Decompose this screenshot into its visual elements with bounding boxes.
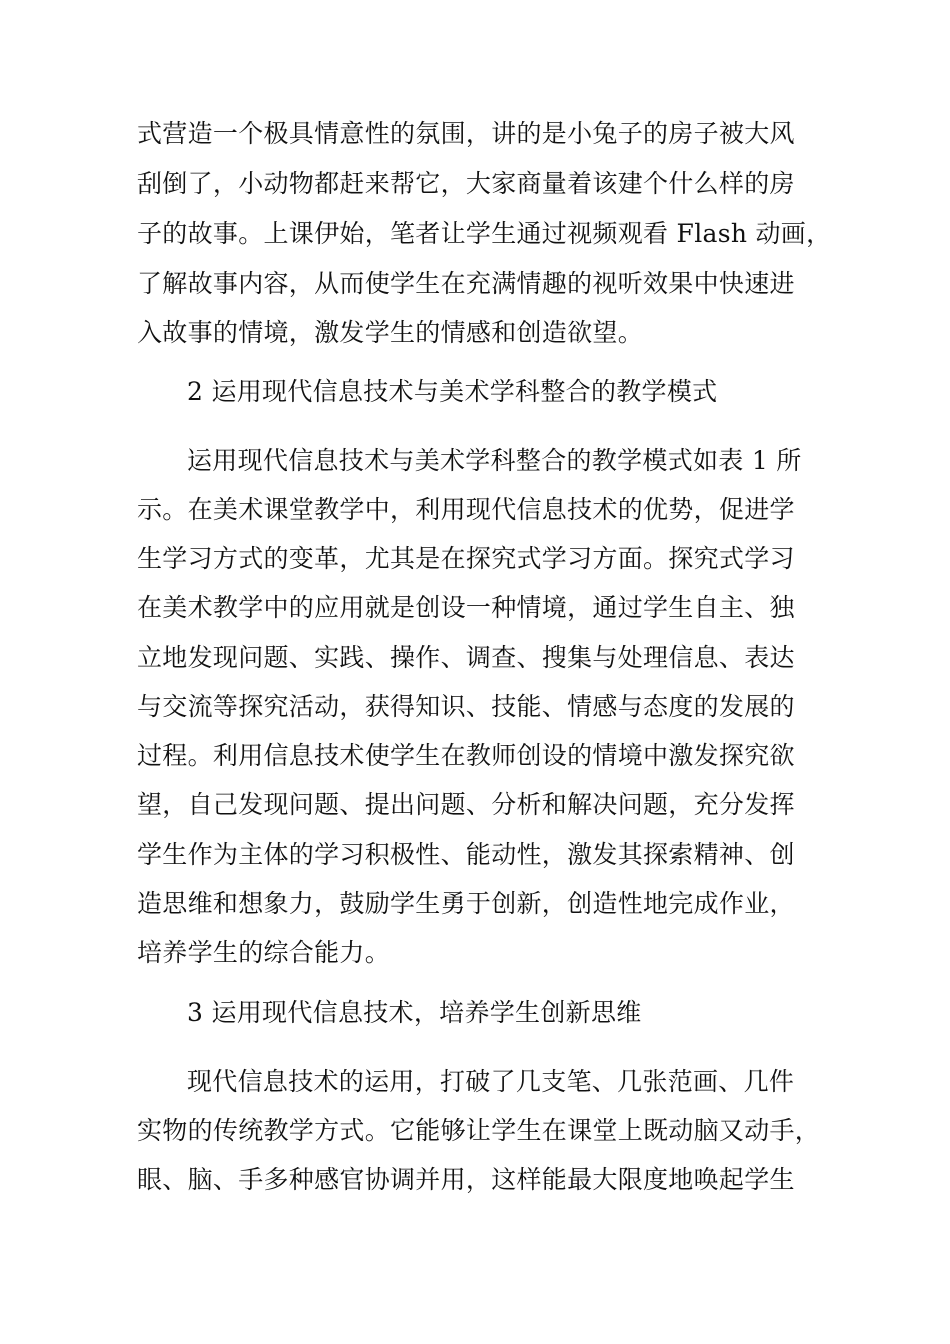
paragraph-2-line-6: 与交流等探究活动，获得知识、技能、情感与态度的发展的 <box>137 692 795 721</box>
paragraph-1-line-3: 子的故事。上课伊始，笔者让学生通过视频观看 Flash 动画， <box>137 219 832 248</box>
paragraph-1-line-5: 入故事的情境，激发学生的情感和创造欲望。 <box>137 318 644 347</box>
paragraph-3-line-3: 眼、脑、手多种感官协调并用，这样能最大限度地唤起学生 <box>137 1165 795 1194</box>
paragraph-2-line-9: 学生作为主体的学习积极性、能动性，激发其探索精神、创 <box>137 840 795 869</box>
paragraph-2-line-8: 望，自己发现问题、提出问题、分析和解决问题，充分发挥 <box>137 790 795 819</box>
paragraph-2-line-1: 运用现代信息技术与美术学科整合的教学模式如表 1 所 <box>187 446 802 475</box>
paragraph-3-line-1: 现代信息技术的运用，打破了几支笔、几张范画、几件 <box>187 1067 795 1096</box>
paragraph-2-line-10: 造思维和想象力，鼓励学生勇于创新，创造性地完成作业， <box>137 889 795 918</box>
paragraph-2-line-7: 过程。利用信息技术使学生在教师创设的情境中激发探究欲 <box>137 741 795 770</box>
paragraph-1-line-4: 了解故事内容，从而使学生在充满情趣的视听效果中快速进 <box>137 269 795 298</box>
paragraph-1-line-2: 刮倒了，小动物都赶来帮它，大家商量着该建个什么样的房 <box>137 169 795 198</box>
paragraph-2-line-11: 培养学生的综合能力。 <box>137 938 391 967</box>
paragraph-1-line-1: 式营造一个极具情意性的氛围，讲的是小兔子的房子被大风 <box>137 119 795 148</box>
paragraph-2-line-2: 示。在美术课堂教学中，利用现代信息技术的优势，促进学 <box>137 495 795 524</box>
paragraph-2-line-3: 生学习方式的变革，尤其是在探究式学习方面。探究式学习 <box>137 544 795 573</box>
section-heading-2: 2 运用现代信息技术与美术学科整合的教学模式 <box>187 377 718 406</box>
paragraph-3-line-2: 实物的传统教学方式。它能够让学生在课堂上既动脑又动手， <box>137 1116 821 1145</box>
paragraph-2-line-5: 立地发现问题、实践、操作、调查、搜集与处理信息、表达 <box>137 643 795 672</box>
section-heading-3: 3 运用现代信息技术，培养学生创新思维 <box>187 998 642 1027</box>
paragraph-2-line-4: 在美术教学中的应用就是创设一种情境，通过学生自主、独 <box>137 593 795 622</box>
